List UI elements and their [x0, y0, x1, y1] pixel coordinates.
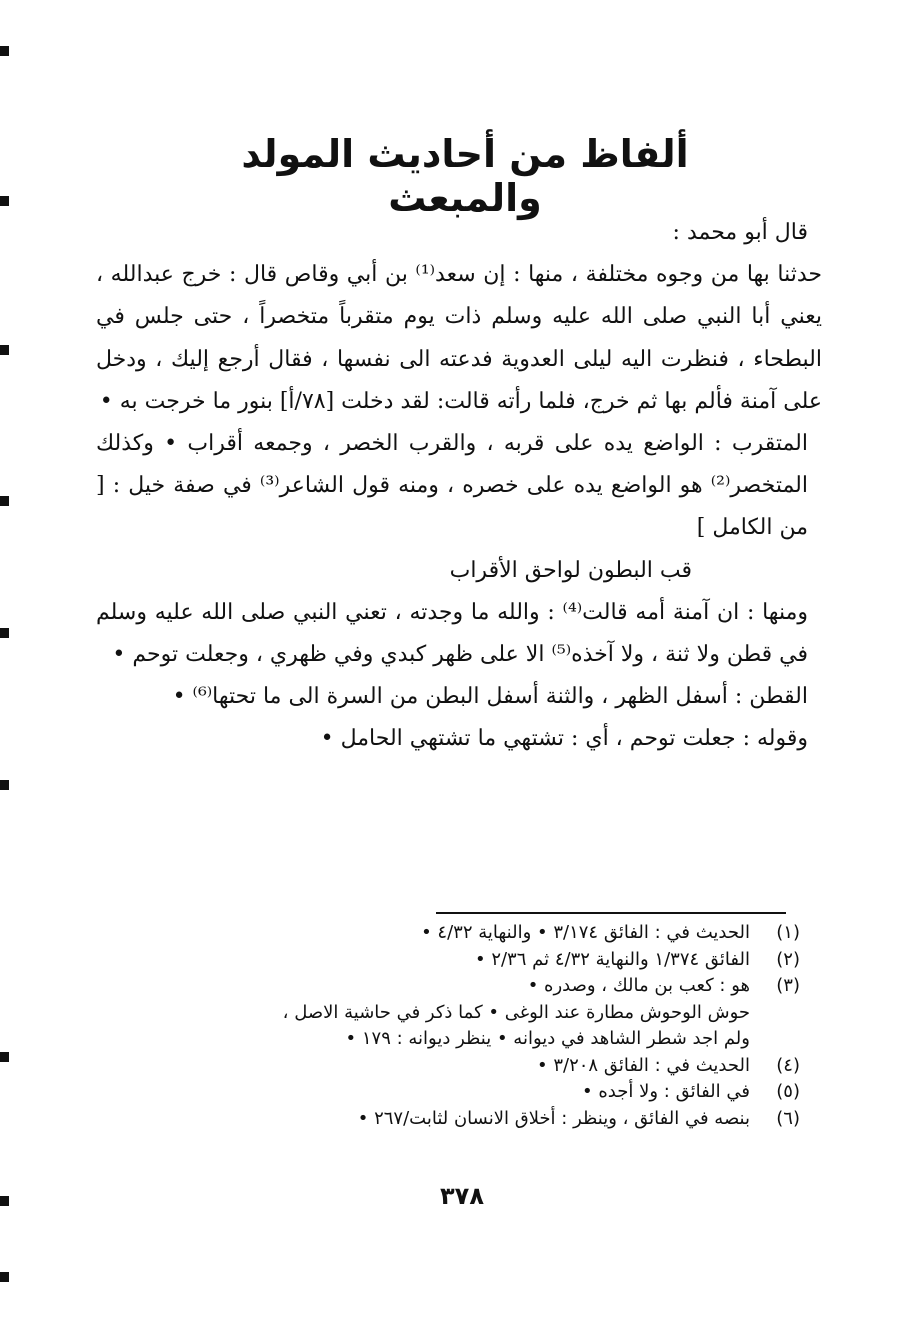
- binding-mark: [0, 345, 9, 355]
- footnote-text: حوش الوحوش مطارة عند الوغى • كما ذكر في حاشية الاصل ،: [282, 1001, 750, 1023]
- footnote: [110, 1079, 800, 1106]
- footnote-text: في الفائق : ولا أجده •: [582, 1081, 750, 1102]
- page-header: ألفاظ من أحاديث المولد والمبعث: [241, 132, 689, 220]
- binding-mark: [0, 496, 9, 506]
- footnote-number: (٤): [776, 1054, 800, 1076]
- footnote-continuation: [110, 1000, 800, 1027]
- footnote-number: (٢): [776, 948, 800, 970]
- footnote-text: ولم اجد شطر الشاهد في ديوانه • ينظر ديوانه : ١٧٩ •: [345, 1028, 750, 1049]
- footnote-number: (٦): [776, 1107, 800, 1129]
- paragraph: قال أبو محمد :: [672, 220, 808, 245]
- paragraph: حدثنا بها من وجوه مختلفة ، منها : إن سعد⁽¹⁾ بن أبي وقاص قال : خرج عبدالله ، يعني أبا النبي صلى الله عليه وسلم ذات يوم متقرباً متخصراً ، حتى جلس في البطحاء ، فنظرت اليه ليلى العدوية فدعته الى نفسها ، فقال أرجع إليك ، ودخل على آمنة فألم بها ثم خرج، فلما رأته قالت: لقد دخلت [٧٨/أ] بنور ما خرجت به •: [96, 262, 822, 414]
- footnote-text: الحديث في : الفائق ٣/٢٠٨ •: [537, 1054, 750, 1076]
- paragraph: المتقرب : الواضع يده على قربه ، والقرب الخصر ، وجمعه أقراب • وكذلك المتخصر⁽²⁾ هو الواضع يده على خصره ، ومنه قول الشاعر⁽³⁾ في صفة خيل : [ من الكامل ]: [96, 431, 808, 541]
- footnote-text: الفائق ١/٣٧٤ والنهاية ٤/٣٢ ثم ٢/٣٦ •: [474, 948, 750, 970]
- paragraph: ومنها : ان آمنة أمه قالت⁽⁴⁾ : والله ما وجدته ، تعني النبي صلى الله عليه وسلم في قطن ولا ثنة ، ولا آخذه⁽⁵⁾ الا على ظهر كبدي وفي ظهري ، وجعلت توحم •: [96, 599, 808, 668]
- footnote: [110, 973, 800, 1000]
- footnote: [110, 947, 800, 974]
- binding-mark: [0, 1196, 9, 1206]
- footnote-number: (٣): [776, 975, 800, 996]
- footnotes: [110, 920, 800, 1132]
- main-text: [96, 212, 822, 761]
- footnote-text: الحديث في : الفائق ٣/١٧٤ • والنهاية ٤/٣٢ •: [421, 922, 750, 943]
- paragraph: القطن : أسفل الظهر ، والثنة أسفل البطن من السرة الى ما تحتها⁽⁶⁾ •: [172, 684, 808, 710]
- binding-mark: [0, 780, 9, 790]
- footnote-continuation: [110, 1026, 800, 1053]
- footnote-divider: [436, 912, 786, 914]
- footnote-number: (١): [776, 922, 800, 943]
- paragraph: وقوله : جعلت توحم ، أي : تشتهي ما تشتهي الحامل •: [320, 726, 808, 752]
- page-number: ٣٧٨: [440, 1182, 484, 1210]
- verse-line: قب البطون لواحق الأقراب: [449, 557, 692, 583]
- binding-mark: [0, 1052, 9, 1062]
- footnote: [110, 1106, 800, 1133]
- binding-mark: [0, 1272, 9, 1282]
- binding-mark: [0, 196, 9, 206]
- footnote-text: بنصه في الفائق ، وينظر : أخلاق الانسان لثابت/٢٦٧ •: [357, 1107, 750, 1129]
- binding-mark: [0, 46, 9, 56]
- footnote-text: هو : كعب بن مالك ، وصدره •: [527, 975, 750, 996]
- binding-mark: [0, 628, 9, 638]
- footnote-number: (٥): [776, 1081, 800, 1102]
- footnote: [110, 1053, 800, 1080]
- footnote: [110, 920, 800, 947]
